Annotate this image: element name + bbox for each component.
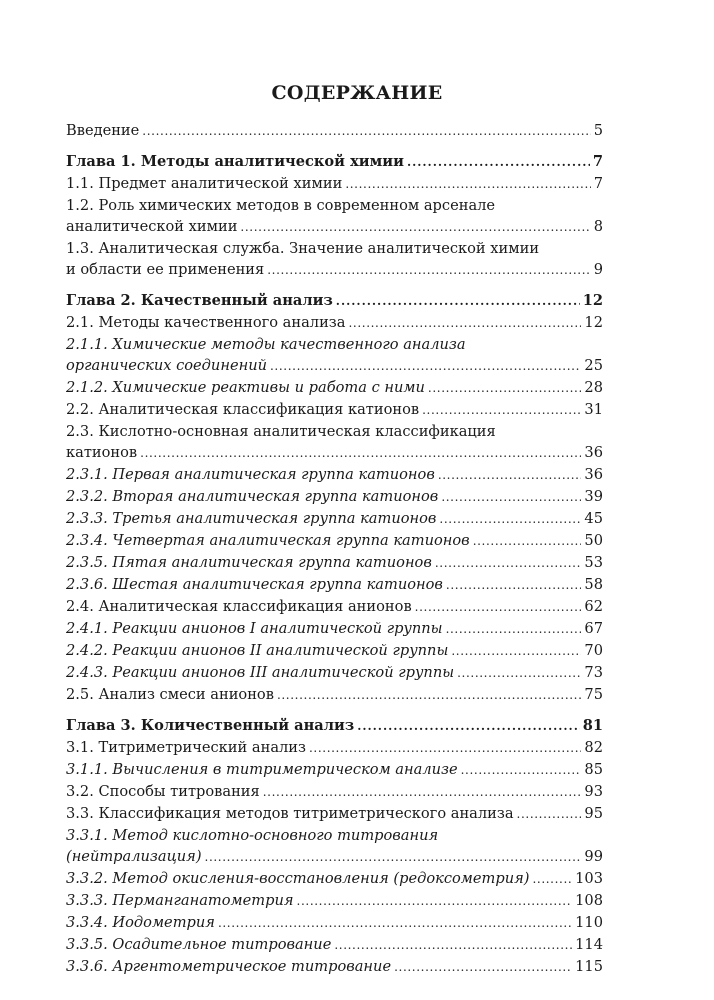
entry-page: 70 <box>584 642 603 659</box>
toc-entry-2-2[interactable] <box>66 399 603 421</box>
leader-dots <box>446 574 582 596</box>
entry-text: 3.3.6. Аргентометрическое титрование <box>66 958 392 975</box>
toc-entry-1-2-line1[interactable]: 1.2. Роль химических методов в современном арсенале <box>66 197 496 214</box>
entry-page: 93 <box>584 783 603 800</box>
leader-dots <box>270 355 581 377</box>
entry-page: 85 <box>584 761 603 778</box>
entry-text: 2.2. Аналитическая классификация катионов <box>66 401 420 418</box>
toc-entry-3-3-6[interactable] <box>66 956 603 978</box>
leader-dots <box>441 486 581 508</box>
leader-dots <box>357 715 580 737</box>
leader-dots <box>439 508 581 530</box>
leader-dots <box>517 803 582 825</box>
leader-dots <box>309 737 581 759</box>
leader-dots <box>435 552 582 574</box>
entry-text: Глава 1. Методы аналитической химии <box>66 153 404 170</box>
leader-dots <box>345 173 590 195</box>
toc-entry-3-1-1[interactable] <box>66 759 603 781</box>
toc-entry-1-3[interactable] <box>66 259 603 281</box>
toc-entry-1-1[interactable] <box>66 173 603 195</box>
leader-dots <box>348 312 581 334</box>
toc-entry-2-3[interactable] <box>66 442 603 464</box>
toc-entry-2-3-3[interactable] <box>66 508 603 530</box>
toc-entry-3-3-3[interactable] <box>66 890 603 912</box>
entry-page: 108 <box>575 892 603 909</box>
leader-dots <box>218 912 572 934</box>
entry-page: 81 <box>582 717 603 734</box>
entry-page: 25 <box>584 357 603 374</box>
leader-dots <box>336 290 580 312</box>
entry-text: 2.3.5. Пятая аналитическая группа катионов <box>66 554 432 571</box>
leader-dots <box>142 120 590 142</box>
entry-text: 2.3.4. Четвертая аналитическая группа катионов <box>66 532 470 549</box>
entry-page: 58 <box>584 576 603 593</box>
leader-dots <box>415 596 582 618</box>
entry-page: 28 <box>584 379 603 396</box>
entry-text: 2.1. Методы качественного анализа <box>66 314 346 331</box>
toc-entry-1-2[interactable] <box>66 216 603 238</box>
toc-entry-2-3-4[interactable] <box>66 530 603 552</box>
toc-entry-2-4[interactable] <box>66 596 603 618</box>
entry-page: 45 <box>584 510 603 527</box>
toc-entry-intro[interactable] <box>66 120 603 142</box>
toc-entry-2-3-line1[interactable]: 2.3. Кислотно-основная аналитическая классификация <box>66 423 496 440</box>
leader-dots <box>334 934 572 956</box>
toc-entry-1-3-line1[interactable]: 1.3. Аналитическая служба. Значение аналитической химии <box>66 240 540 257</box>
toc-entry-3-1[interactable] <box>66 737 603 759</box>
toc-entry-3-3-1[interactable] <box>66 846 603 868</box>
entry-text: 3.3.3. Перманганатометрия <box>66 892 294 909</box>
entry-text: 3.1. Титриметрический анализ <box>66 739 306 756</box>
entry-page: 12 <box>584 314 603 331</box>
entry-page: 67 <box>584 620 603 637</box>
entry-page: 103 <box>575 870 603 887</box>
leader-dots <box>422 399 581 421</box>
entry-page: 5 <box>593 122 603 139</box>
entry-page: 50 <box>584 532 603 549</box>
entry-page: 8 <box>593 218 603 235</box>
entry-text: 3.3. Классификация методов титриметрического анализа <box>66 805 514 822</box>
entry-text: 3.3.4. Иодометрия <box>66 914 215 931</box>
entry-text: 2.3.1. Первая аналитическая группа катионов <box>66 466 435 483</box>
toc-entry-3-3-2[interactable] <box>66 868 603 890</box>
entry-text: 2.4.1. Реакции анионов I аналитической группы <box>66 620 443 637</box>
toc-entry-3-3-5[interactable] <box>66 934 603 956</box>
entry-page: 7 <box>592 153 603 170</box>
entry-text: катионов <box>66 444 138 461</box>
toc-chapter-2[interactable] <box>66 290 603 312</box>
toc-entry-3-3-4[interactable] <box>66 912 603 934</box>
leader-dots <box>394 956 572 978</box>
leader-dots <box>473 530 582 552</box>
leader-dots <box>451 640 581 662</box>
entry-text: аналитической химии <box>66 218 238 235</box>
entry-page: 36 <box>584 444 603 461</box>
entry-page: 75 <box>584 686 603 703</box>
entry-page: 12 <box>582 292 603 309</box>
entry-page: 39 <box>584 488 603 505</box>
toc-entry-2-3-6[interactable] <box>66 574 603 596</box>
leader-dots <box>438 464 582 486</box>
entry-page: 115 <box>575 958 603 975</box>
entry-page: 110 <box>575 914 603 931</box>
toc-entry-2-4-3[interactable] <box>66 662 603 684</box>
toc-entry-2-3-2[interactable] <box>66 486 603 508</box>
entry-text: 2.3.2. Вторая аналитическая группа катионов <box>66 488 439 505</box>
toc-entry-3-3-1-line1[interactable]: 3.3.1. Метод кислотно-основного титрования <box>66 827 439 844</box>
entry-text: 2.4. Аналитическая классификация анионов <box>66 598 412 615</box>
toc-chapter-3[interactable] <box>66 715 603 737</box>
table-of-contents <box>66 120 603 978</box>
leader-dots <box>461 759 582 781</box>
leader-dots <box>240 216 590 238</box>
toc-entry-3-2[interactable] <box>66 781 603 803</box>
entry-page: 73 <box>584 664 603 681</box>
entry-text: 3.3.5. Осадительное титрование <box>66 936 332 953</box>
entry-text: Введение <box>66 122 140 139</box>
entry-text: 3.2. Способы титрования <box>66 783 260 800</box>
entry-text: 2.5. Анализ смеси анионов <box>66 686 274 703</box>
toc-entry-2-1-2[interactable] <box>66 377 603 399</box>
leader-dots <box>205 846 582 868</box>
leader-dots <box>407 151 590 173</box>
leader-dots <box>277 684 581 706</box>
leader-dots <box>267 259 590 281</box>
entry-text: 2.4.3. Реакции анионов III аналитической группы <box>66 664 455 681</box>
page-title: СОДЕРЖАНИЕ <box>271 82 443 104</box>
leader-dots <box>428 377 582 399</box>
entry-page: 99 <box>584 848 603 865</box>
leader-dots <box>297 890 573 912</box>
toc-chapter-1[interactable] <box>66 151 603 173</box>
entry-text: органических соединений <box>66 357 267 374</box>
entry-page: 62 <box>584 598 603 615</box>
entry-page: 7 <box>593 175 603 192</box>
toc-entry-2-4-2[interactable] <box>66 640 603 662</box>
entry-text: 3.3.2. Метод окисления-восстановления (редоксометрия) <box>66 870 530 887</box>
toc-entry-2-1-1[interactable] <box>66 355 603 377</box>
leader-dots <box>140 442 581 464</box>
toc-entry-3-3[interactable] <box>66 803 603 825</box>
entry-page: 82 <box>584 739 603 756</box>
entry-page: 9 <box>593 261 603 278</box>
entry-text: 2.3.6. Шестая аналитическая группа катионов <box>66 576 443 593</box>
toc-entry-2-3-5[interactable] <box>66 552 603 574</box>
entry-text: (нейтрализация) <box>66 848 202 865</box>
entry-page: 31 <box>584 401 603 418</box>
entry-text: и области ее применения <box>66 261 265 278</box>
entry-page: 114 <box>575 936 603 953</box>
leader-dots <box>532 868 572 890</box>
leader-dots <box>446 618 582 640</box>
toc-entry-2-4-1[interactable] <box>66 618 603 640</box>
entry-text: Глава 2. Качественный анализ <box>66 292 333 309</box>
entry-text: 1.1. Предмет аналитической химии <box>66 175 343 192</box>
entry-page: 36 <box>584 466 603 483</box>
entry-text: 2.4.2. Реакции анионов II аналитической группы <box>66 642 449 659</box>
entry-text: 3.1.1. Вычисления в титриметрическом анализе <box>66 761 458 778</box>
leader-dots <box>457 662 581 684</box>
entry-page: 53 <box>584 554 603 571</box>
toc-entry-2-5[interactable] <box>66 684 603 706</box>
toc-entry-2-3-1[interactable] <box>66 464 603 486</box>
entry-text: 2.1.2. Химические реактивы и работа с ними <box>66 379 425 396</box>
entry-text: 2.3.3. Третья аналитическая группа катионов <box>66 510 437 527</box>
entry-page: 95 <box>584 805 603 822</box>
toc-entry-2-1[interactable] <box>66 312 603 334</box>
entry-text: Глава 3. Количественный анализ <box>66 717 355 734</box>
toc-entry-2-1-1-line1[interactable]: 2.1.1. Химические методы качественного анализа <box>66 336 466 353</box>
leader-dots <box>263 781 582 803</box>
